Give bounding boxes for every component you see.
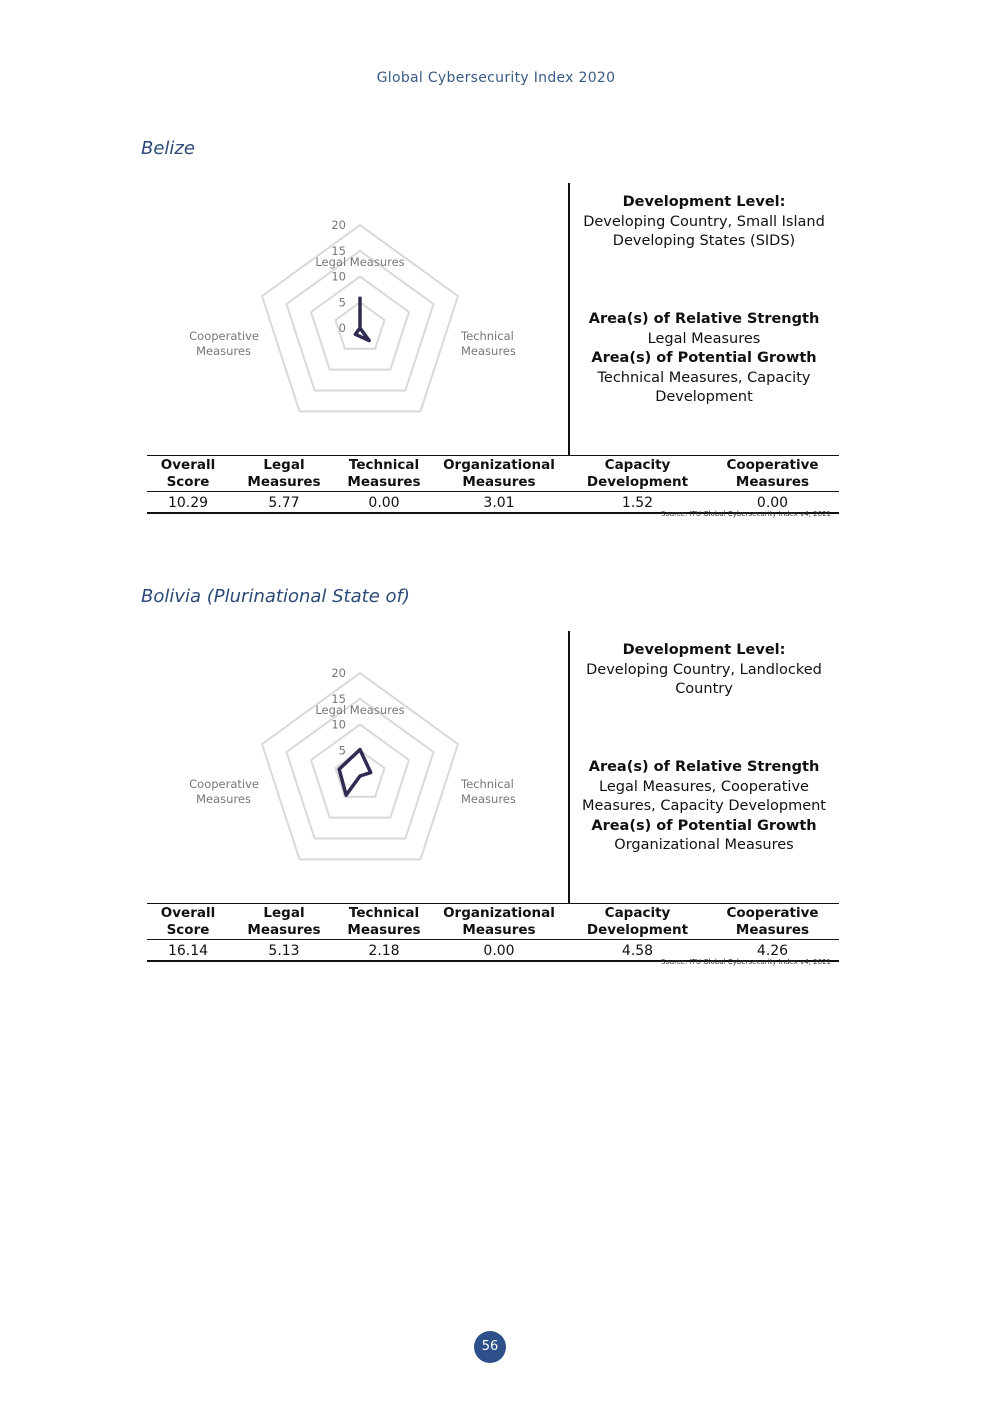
score-table	[147, 903, 839, 962]
radar-point	[359, 775, 362, 778]
radar-tick-label: 5	[338, 743, 346, 758]
axis-label-technical-2: Measures	[461, 792, 516, 806]
strength-line: Legal Measures	[647, 330, 761, 347]
divider-line	[568, 631, 570, 903]
country-section-bolivia	[0, 586, 992, 1036]
development-level-block	[576, 641, 832, 700]
growth-label: Area(s) of Potential Growth	[591, 817, 817, 834]
strength-line: Legal Measures, Cooperative	[599, 778, 809, 795]
growth-line: Organizational Measures	[614, 837, 794, 853]
axis-label-cooperative-1: Cooperative	[189, 777, 259, 791]
development-line: Country	[675, 681, 733, 697]
radar-tick-label: 10	[331, 269, 346, 284]
strength-label: Area(s) of Relative Strength	[588, 311, 820, 327]
header-legal-measures: Legal Measures	[229, 904, 339, 940]
score-cooperative: 4.26	[706, 940, 839, 962]
radar-tick-label: 5	[338, 295, 346, 310]
axis-label-legal: Legal Measures	[315, 703, 405, 717]
header-capacity-development: Capacity Development	[569, 456, 706, 492]
header-cooperative-measures: Cooperative Measures	[706, 904, 839, 940]
score-legal: 5.13	[229, 940, 339, 962]
radar-point	[359, 327, 362, 330]
header-organizational-measures: Organizational Measures	[429, 904, 569, 940]
development-label: Development Level:	[622, 194, 786, 210]
radar-chart	[170, 636, 550, 876]
radar-chart	[170, 188, 550, 428]
radar-point	[368, 339, 371, 342]
header-technical-measures: Technical Measures	[339, 456, 429, 492]
country-title: Belize	[141, 138, 195, 159]
axis-label-legal: Legal Measures	[315, 255, 405, 269]
radar-tick-label: 15	[331, 691, 346, 706]
radar-tick-label: 0	[338, 321, 346, 335]
radar-point	[338, 768, 341, 771]
strength-growth-block	[576, 310, 832, 408]
header-overall-score: Overall Score	[147, 904, 229, 940]
radar-grid	[262, 673, 458, 859]
radar-tick-label: 20	[331, 666, 346, 680]
growth-label: Area(s) of Potential Growth	[591, 350, 817, 366]
radar-chart-svg	[170, 188, 550, 428]
header-technical-measures: Technical Measures	[339, 904, 429, 940]
development-line: Developing Country, Landlocked	[586, 661, 822, 678]
header-legal-measures: Legal Measures	[229, 456, 339, 492]
score-cooperative: 0.00	[706, 492, 839, 514]
development-line: Developing Country, Small Island	[583, 213, 825, 230]
source-note: Source: ITU Global Cybersecurity Index v4, 2021	[660, 510, 831, 518]
radar-chart-svg	[170, 636, 550, 876]
divider-line	[568, 183, 570, 455]
running-header: Global Cybersecurity Index 2020	[376, 70, 616, 86]
development-label: Development Level:	[622, 642, 786, 658]
strength-growth-block	[576, 758, 832, 856]
development-level-block	[576, 193, 832, 252]
radar-tick-label: 10	[331, 717, 346, 732]
page-number-badge: 56	[474, 1331, 506, 1363]
score-capacity: 4.58	[569, 940, 706, 962]
score-organizational: 3.01	[429, 492, 569, 514]
growth-line: Technical Measures, Capacity	[597, 369, 811, 386]
header-capacity-development: Capacity Development	[569, 904, 706, 940]
country-title: Bolivia (Plurinational State of)	[141, 586, 410, 607]
source-note: Source: ITU Global Cybersecurity Index v4, 2021	[660, 958, 831, 966]
development-line: Developing States (SIDS)	[612, 233, 796, 249]
score-overall: 16.14	[147, 940, 229, 962]
axis-label-technical-1: Technical	[461, 329, 514, 343]
radar-point	[345, 794, 348, 797]
score-table-header	[147, 456, 839, 492]
axis-label-technical-2: Measures	[461, 344, 516, 358]
axis-label-cooperative-2: Measures	[196, 792, 251, 806]
score-technical: 2.18	[339, 940, 429, 962]
score-capacity: 1.52	[569, 492, 706, 514]
score-organizational: 0.00	[429, 940, 569, 962]
header-cooperative-measures: Cooperative Measures	[706, 456, 839, 492]
axis-label-technical-1: Technical	[461, 777, 514, 791]
radar-point	[359, 297, 362, 300]
country-section-belize	[0, 138, 992, 588]
strength-line: Measures, Capacity Development	[582, 798, 826, 814]
header-overall-score: Overall Score	[147, 456, 229, 492]
radar-point	[369, 771, 372, 774]
header-organizational-measures: Organizational Measures	[429, 456, 569, 492]
axis-label-cooperative-2: Measures	[196, 344, 251, 358]
growth-line: Development	[655, 389, 753, 405]
radar-point	[359, 748, 362, 751]
score-table	[147, 455, 839, 514]
radar-grid-ring	[311, 725, 409, 818]
strength-label: Area(s) of Relative Strength	[588, 759, 820, 775]
axis-label-cooperative-1: Cooperative	[189, 329, 259, 343]
radar-point	[354, 333, 357, 336]
score-table-header	[147, 904, 839, 940]
radar-tick-label: 20	[331, 218, 346, 232]
score-technical: 0.00	[339, 492, 429, 514]
radar-tick-label: 15	[331, 243, 346, 258]
score-legal: 5.77	[229, 492, 339, 514]
score-overall: 10.29	[147, 492, 229, 514]
